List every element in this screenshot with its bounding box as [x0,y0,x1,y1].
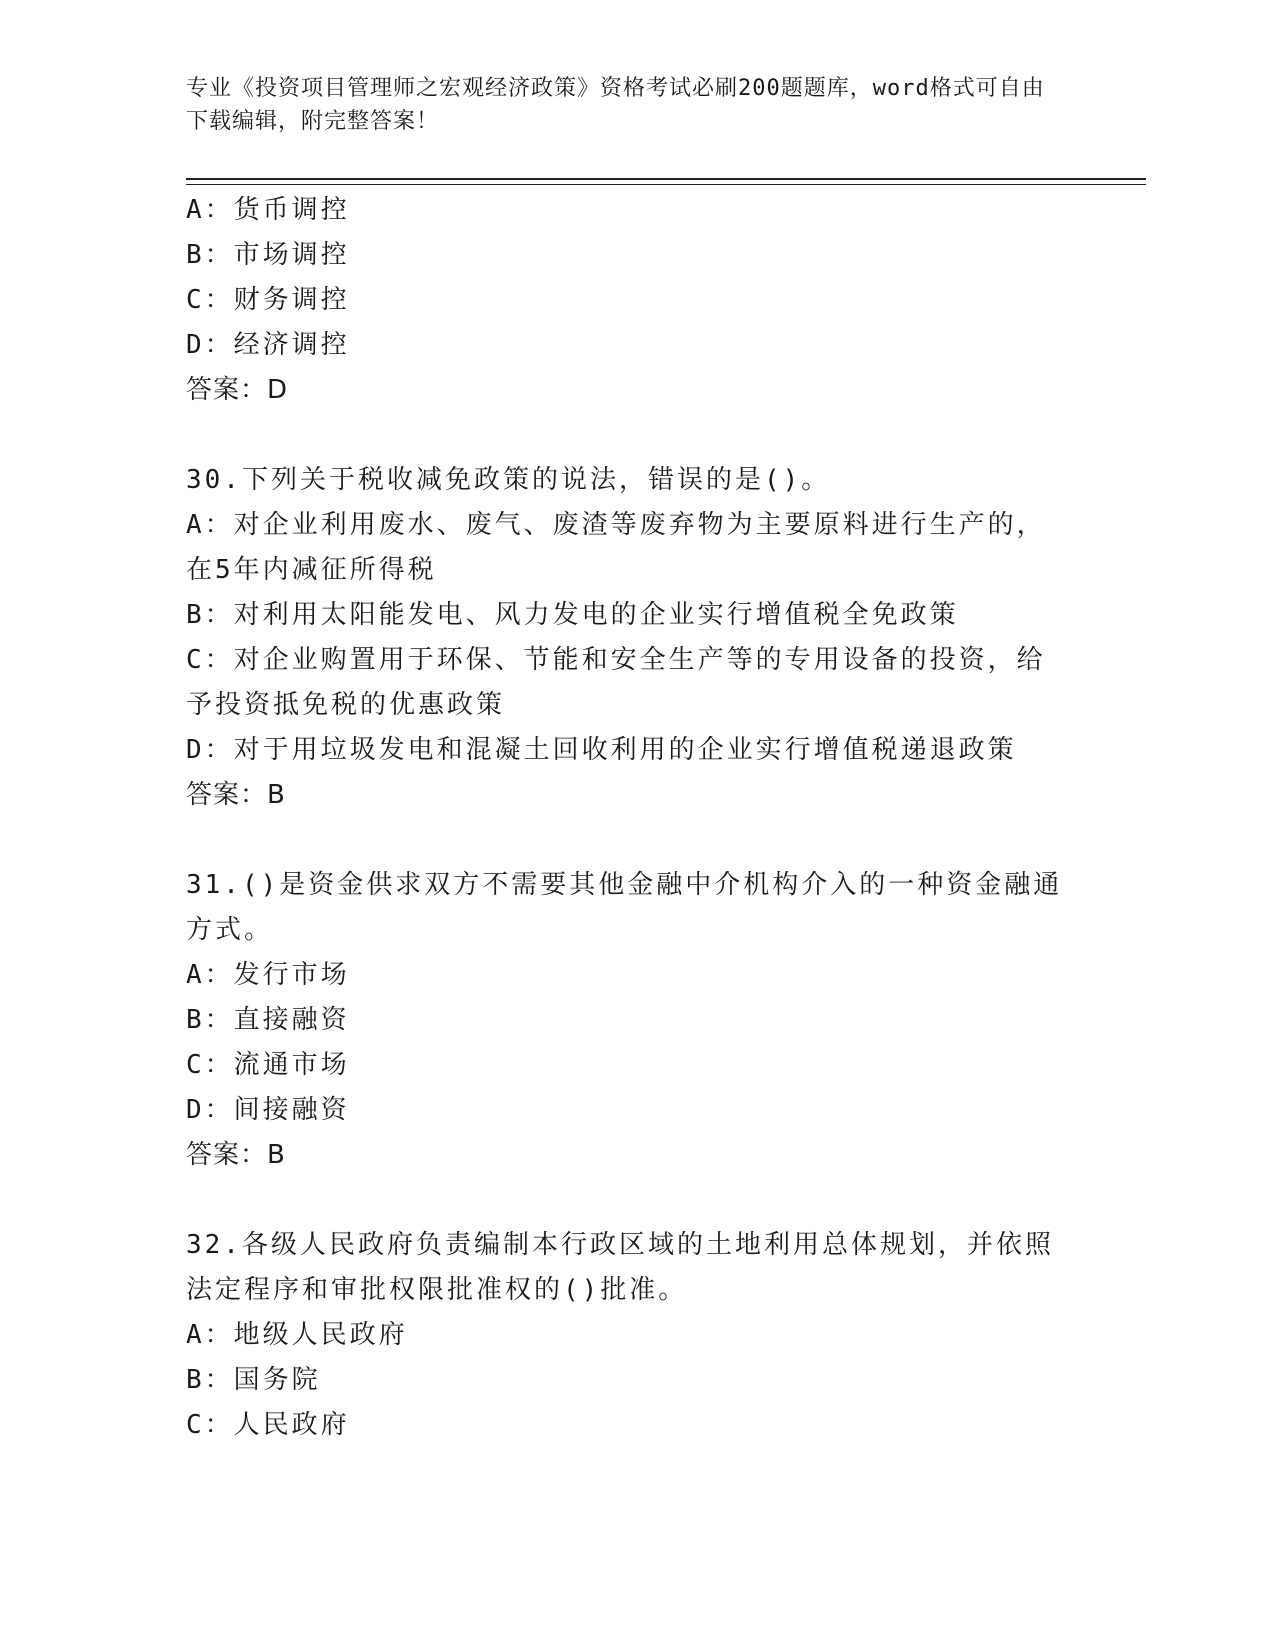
question-block [186,188,1066,413]
header-rule-thick [186,178,1146,180]
option-c: C：流通市场 [186,1050,350,1080]
option-b: B：市场调控 [186,240,350,270]
option-c: C：对企业购置用于环保、节能和安全生产等的专用设备的投资，给予投资抵免税的优惠政策 [186,645,1046,720]
option-d: D：间接融资 [186,1095,350,1125]
option-a: A：发行市场 [186,960,350,990]
question-list [186,188,1066,1448]
option-d: D：对于用垃圾发电和混凝土回收利用的企业实行增值税递退政策 [186,735,1017,765]
option-c: C：人民政府 [186,1410,350,1440]
option-d: D：经济调控 [186,330,350,360]
option-a: A：对企业利用废水、废气、废渣等废弃物为主要原料进行生产的，在5年内减征所得税 [186,510,1046,585]
option-b: B：直接融资 [186,1005,350,1035]
option-a: A：地级人民政府 [186,1320,408,1350]
header-rule-thin [186,184,1146,185]
question-stem: 31.()是资金供求双方不需要其他金融中介机构介入的一种资金融通方式。 [186,870,1063,945]
question-stem: 32.各级人民政府负责编制本行政区域的土地利用总体规划，并依照法定程序和审批权限批准权的()批准。 [186,1230,1054,1305]
question-block [186,458,1066,818]
question-stem: 30.下列关于税收减免政策的说法，错误的是()。 [186,465,831,495]
option-b: B：对利用太阳能发电、风力发电的企业实行增值税全免政策 [186,600,959,630]
question-block [186,1223,1066,1448]
document-header: 专业《投资项目管理师之宏观经济政策》资格考试必刷200题题库，word格式可自由下载编辑，附完整答案！ [186,76,1045,134]
answer-line: 答案：B [186,1140,286,1170]
answer-line: 答案：D [186,375,289,405]
option-b: B：国务院 [186,1365,321,1395]
answer-line: 答案：B [186,780,286,810]
option-c: C：财务调控 [186,285,350,315]
question-block [186,863,1066,1178]
option-a: A：货币调控 [186,195,350,225]
